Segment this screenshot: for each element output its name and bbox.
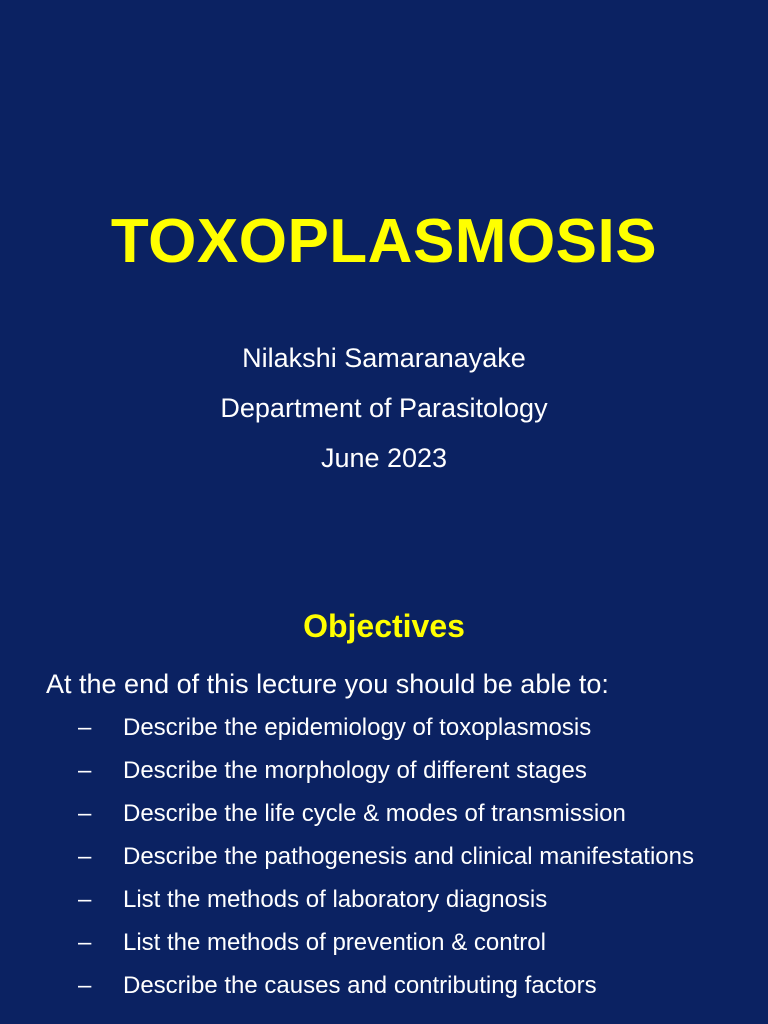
- presentation-date: June 2023: [320, 443, 448, 473]
- author-name: Nilakshi Samaranayake: [242, 343, 526, 373]
- objective-item: [0, 796, 768, 831]
- bullet-dash: –: [78, 886, 92, 913]
- objective-text: List the methods of prevention & control: [123, 929, 546, 956]
- bullet-dash: –: [78, 800, 92, 827]
- objective-item: [0, 710, 768, 745]
- objective-item: [0, 882, 768, 917]
- objective-item: [0, 925, 768, 960]
- slide-title: TOXOPLASMOSIS: [110, 207, 658, 276]
- subtitle-block: [0, 333, 768, 483]
- objectives-slide: [0, 512, 768, 1024]
- objective-item: [0, 839, 768, 874]
- objective-text: Describe the morphology of different stages: [123, 757, 587, 784]
- objectives-heading: Objectives: [303, 608, 465, 644]
- bullet-dash: –: [78, 929, 92, 956]
- department-name: Department of Parasitology: [220, 393, 548, 423]
- objective-item: [0, 753, 768, 788]
- objective-text: Describe the epidemiology of toxoplasmosis: [123, 714, 592, 741]
- objective-item: [0, 968, 768, 1003]
- objective-text: Describe the causes and contributing factors: [123, 972, 597, 999]
- objective-text: Describe the pathogenesis and clinical manifestations: [123, 843, 694, 870]
- objectives-intro: At the end of this lecture you should be able to:: [46, 669, 609, 699]
- bullet-dash: –: [78, 972, 92, 999]
- objective-text: List the methods of laboratory diagnosis: [123, 886, 548, 913]
- bullet-dash: –: [78, 714, 92, 741]
- bullet-dash: –: [78, 843, 92, 870]
- bullet-dash: –: [78, 757, 92, 784]
- objectives-list: [0, 710, 768, 1011]
- objective-text: Describe the life cycle & modes of transmission: [123, 800, 626, 827]
